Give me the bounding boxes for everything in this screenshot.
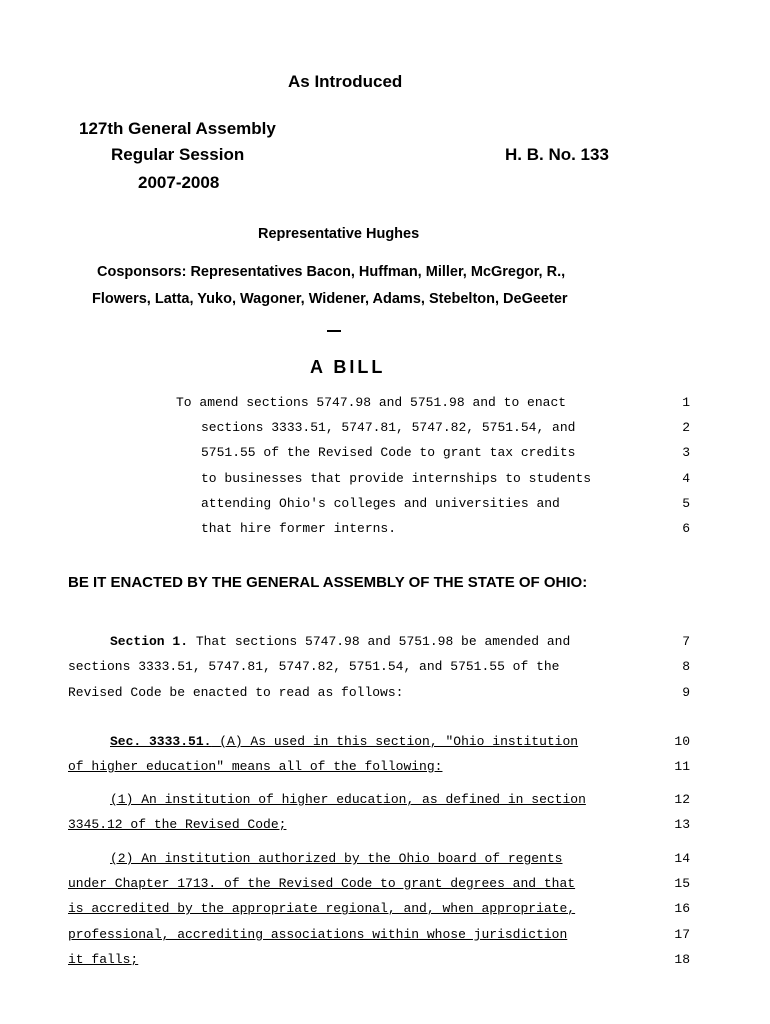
- item-1-line-2: 3345.12 of the Revised Code;: [68, 817, 287, 832]
- line-number: 9: [682, 685, 690, 700]
- cosponsors-line-2: Flowers, Latta, Yuko, Wagoner, Widener, Adams, Stebelton, DeGeeter: [92, 291, 568, 307]
- line-number: 16: [674, 901, 690, 916]
- enacting-clause: BE IT ENACTED BY THE GENERAL ASSEMBLY OF THE STATE OF OHIO:: [68, 574, 588, 591]
- section-1-line-2: sections 3333.51, 5747.81, 5747.82, 5751.54, and 5751.55 of the: [68, 659, 560, 674]
- synopsis-line: To amend sections 5747.98 and 5751.98 and to enact: [176, 395, 567, 410]
- line-number: 1: [682, 395, 690, 410]
- item-2-line-1: (2) An institution authorized by the Ohio board of regents: [110, 851, 563, 866]
- status-heading: As Introduced: [288, 72, 403, 91]
- line-number: 12: [674, 792, 690, 807]
- synopsis-line: that hire former interns.: [201, 521, 397, 536]
- line-number: 15: [674, 876, 690, 891]
- line-number: 5: [682, 496, 690, 511]
- item-2-line-3: is accredited by the appropriate regional, and, when appropriate,: [68, 901, 576, 916]
- synopsis-line: to businesses that provide internships to students: [201, 471, 592, 486]
- line-number: 6: [682, 521, 690, 536]
- session-years: 2007-2008: [138, 173, 220, 192]
- separator-dash: [327, 330, 341, 332]
- sec-3333-text: (A) As used in this section, "Ohio institution: [211, 734, 579, 749]
- synopsis-line: attending Ohio's colleges and universities and: [201, 496, 560, 511]
- line-number: 4: [682, 471, 690, 486]
- line-number: 18: [674, 952, 690, 967]
- line-number: 10: [674, 734, 690, 749]
- bill-number: H. B. No. 133: [505, 145, 609, 164]
- section-1-line-1: [110, 634, 570, 649]
- line-number: 3: [682, 445, 690, 460]
- sec-3333-line-1: [110, 734, 578, 749]
- section-1-line-3: Revised Code be enacted to read as follows:: [68, 685, 404, 700]
- section-1-text: That sections 5747.98 and 5751.98 be amended and: [188, 634, 571, 649]
- item-2-line-5: it falls;: [68, 952, 139, 967]
- line-number: 2: [682, 420, 690, 435]
- bill-title: A BILL: [310, 357, 386, 377]
- line-number: 13: [674, 817, 690, 832]
- item-2-line-2: under Chapter 1713. of the Revised Code to grant degrees and that: [68, 876, 576, 891]
- cosponsors-line-1: Cosponsors: Representatives Bacon, Huffman, Miller, McGregor, R.,: [97, 264, 566, 280]
- assembly-heading: 127th General Assembly: [79, 119, 276, 138]
- line-number: 14: [674, 851, 690, 866]
- line-number: 7: [682, 634, 690, 649]
- sec-3333-label: Sec. 3333.51.: [110, 734, 212, 749]
- synopsis-line: sections 3333.51, 5747.81, 5747.82, 5751.54, and: [201, 420, 576, 435]
- item-1-line-1: (1) An institution of higher education, as defined in section: [110, 792, 586, 807]
- line-number: 17: [674, 927, 690, 942]
- line-number: 8: [682, 659, 690, 674]
- sponsor: Representative Hughes: [258, 226, 420, 242]
- item-2-line-4: professional, accrediting associations within whose jurisdiction: [68, 927, 568, 942]
- section-1-label: Section 1.: [110, 634, 189, 649]
- session-heading: Regular Session: [111, 145, 245, 164]
- line-number: 11: [674, 759, 690, 774]
- synopsis-line: 5751.55 of the Revised Code to grant tax credits: [201, 445, 576, 460]
- sec-3333-line-2: of higher education" means all of the following:: [68, 759, 443, 774]
